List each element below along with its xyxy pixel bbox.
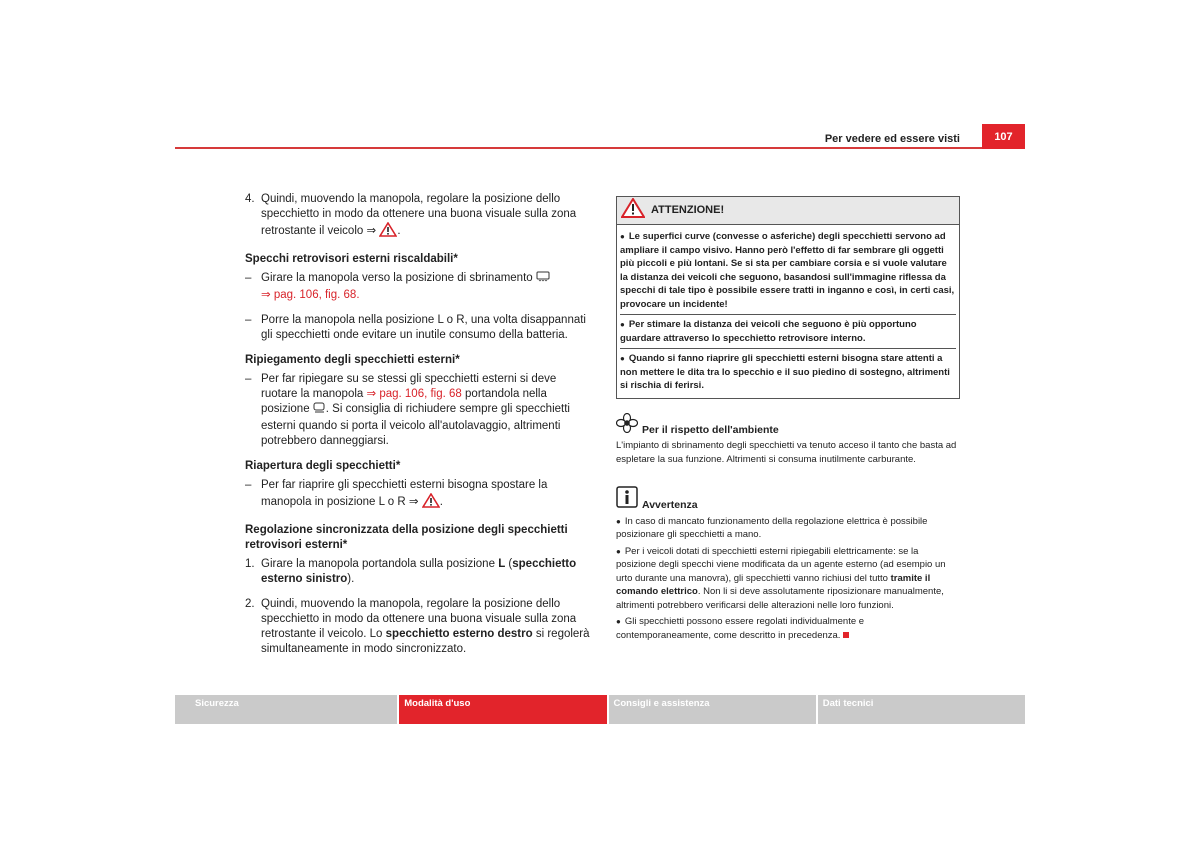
advice-item-text: In caso di mancato funzionamento della regolazione elettrica è possibile posizionare gli specchietti a mano. xyxy=(616,515,928,540)
sync-step-2-post: si regolerà simultaneamente in modo sincronizzato. xyxy=(261,628,590,655)
right-mirror-label: specchietto esterno destro xyxy=(385,628,533,640)
step-4 xyxy=(245,192,590,242)
footer-nav xyxy=(175,695,1025,724)
section-title: Per vedere ed essere visti xyxy=(824,133,960,145)
environment-text: L'impianto di sbrinamento degli specchietti va tenuto acceso il tanto che basta ad espletare la sua funzione. Altrimenti si consuma inutilmente carburante. xyxy=(616,440,957,465)
end-marker xyxy=(843,632,849,638)
warning-title: ATTENZIONE! xyxy=(651,203,725,216)
warning-icon xyxy=(422,493,440,513)
fold-item-post: . Si consiglia di richiudere sempre gli specchietti esterni quando si porta il veicolo all'autolavaggio, altrimenti potrebbero danneggiarsi. xyxy=(261,403,570,447)
advice-item-text: Gli specchietti possono essere regolati individualmente e contemporaneamente, come descritto in precedenza. xyxy=(616,616,865,641)
sync-step-1: 1. Girare la manopola portandola sulla posizione L (specchietto esterno sinistro). xyxy=(245,558,577,585)
warning-item: ● Per stimare la distanza dei veicoli che seguono è più opportuno guardare attraverso lo specchietto retrovisore interno. xyxy=(620,315,956,349)
tab-modalita-uso[interactable]: Modalità d'uso xyxy=(399,695,606,724)
step-number: 4. xyxy=(245,193,255,205)
warning-item-text: Quando si fanno riaprire gli specchietti esterni bisogna stare attenti a non mettere le dita tra lo specchio e il suo piedino di sostegno, altrimenti si rischia di ferirsi. xyxy=(620,353,950,391)
open-item-text: Per far riaprire gli specchietti esterni bisogna spostare la manopola in posizione L o R ⇒ xyxy=(261,479,548,508)
left-mirror-label: specchietto esterno sinistro xyxy=(261,558,577,585)
flower-icon xyxy=(616,413,638,438)
sync-step-2-pre: Quindi, muovendo la manopola, regolare la posizione dello specchietto in modo da ottenere una buona visuale sulla zona retrostante il veicolo. Lo xyxy=(261,598,577,640)
warning-icon xyxy=(379,222,397,242)
defrost-icon xyxy=(536,271,550,288)
fold-mirror-icon xyxy=(313,402,326,419)
advice-item: ● Per i veicoli dotati di specchietti esterni ripiegabili elettricamente: se la posizione degli specchi viene modificata da un agente esterno (ad esempio un urto durante una manovra), gli specchietti vanno richiusi del tutto tramite il comando elettrico. Non li si deve assolutamente riposizionare manualmente, altrimenti potrebbero verificarsi delle alterazioni nelle loro funzioni. xyxy=(616,545,946,611)
advice-title: Avvertenza xyxy=(642,499,698,511)
warning-icon xyxy=(621,198,645,223)
step-text: Quindi, muovendo la manopola, regolare la posizione dello specchietto in modo da ottenere una buona visuale sulla zona retrostante il veicolo ⇒ xyxy=(261,193,577,237)
warning-item-text: Le superfici curve (convesse o asferiche) degli specchietti servono ad ampliare il campo visivo. Hanno però l'effetto di far sembrare gli oggetti più piccoli e più lontani. Se si sta per cambiare corsia e si vuole valutare la distanza dei veicoli che seguono, basandosi sull'immagine riflessa da specchi di tale tipo è possibile essere tratti in inganno e così, in certi casi, provocare un incidente! xyxy=(620,231,955,310)
heated-item-2 xyxy=(245,313,590,343)
heated-item-1 xyxy=(245,271,590,303)
header-rule xyxy=(175,147,1025,149)
step-number: 2. xyxy=(245,598,255,610)
open-heading: Riapertura degli specchietti* xyxy=(245,460,401,472)
dash: – xyxy=(245,314,252,326)
advice-item-text: . Non li si deve assolutamente riposizionare manualmente, altrimenti potrebbero verificarsi delle alterazioni nelle loro funzioni. xyxy=(616,586,944,611)
dash: – xyxy=(245,479,252,491)
warning-item: ● Quando si fanno riaprire gli specchietti esterni bisogna stare attenti a non mettere le dita tra lo specchio e il suo piedino di sostegno, altrimenti si rischia di ferirsi. xyxy=(620,353,950,391)
warning-header xyxy=(617,197,959,225)
sync-heading: Regolazione sincronizzata della posizione degli specchietti retrovisori esterni* xyxy=(245,524,568,551)
tab-sicurezza[interactable]: Sicurezza xyxy=(175,695,397,724)
environment-title: Per il rispetto dell'ambiente xyxy=(642,423,779,436)
heated-item-2-text: Porre la manopola nella posizione L o R, una volta disappannati gli specchietti onde evitare un inutile consumo della batteria. xyxy=(261,314,586,341)
advice-item-text: Per i veicoli dotati di specchietti esterni ripiegabili elettricamente: se la posizione degli specchi viene modificata da un agente esterno (ad esempio un urto durante una manovra), gli specchietti vanno richiusi del tutto xyxy=(616,545,946,584)
tab-consigli-assistenza[interactable]: Consigli e assistenza xyxy=(609,695,816,724)
fold-item-pre: Per far ripiegare su se stessi gli specchietti esterni si deve ruotare la manopola xyxy=(261,373,557,400)
dash: – xyxy=(245,373,252,385)
tab-dati-tecnici[interactable]: Dati tecnici xyxy=(818,695,1025,724)
page-reference-link[interactable]: ⇒ pag. 106, fig. 68 xyxy=(366,388,462,400)
period: . xyxy=(439,496,443,508)
warning-body xyxy=(617,225,959,398)
period: . xyxy=(397,225,401,237)
warning-item-text: Per stimare la distanza dei veicoli che seguono è più opportuno guardare attraverso lo specchietto retrovisore interno. xyxy=(620,319,917,344)
info-icon xyxy=(616,486,638,513)
open-item xyxy=(245,478,590,513)
page-number: 107 xyxy=(982,124,1025,149)
advice-bold-text: tramite il comando elettrico xyxy=(616,572,931,597)
advice-item: ● In caso di mancato funzionamento della regolazione elettrica è possibile posizionare gli specchietti a mano. xyxy=(616,515,928,540)
fold-heading: Ripiegamento degli specchietti esterni* xyxy=(245,354,460,366)
fold-item xyxy=(245,372,590,449)
step-number: 1. xyxy=(245,558,255,570)
heated-heading: Specchi retrovisori esterni riscaldabili* xyxy=(245,253,458,265)
sync-step-1-pre: Girare la manopola portandola sulla posizione xyxy=(261,558,495,570)
left-column xyxy=(245,192,590,667)
environment-header xyxy=(616,413,960,438)
advice-item: ● Gli specchietti possono essere regolati individualmente e contemporaneamente, come descritto in precedenza. xyxy=(616,616,865,641)
page-reference-link[interactable]: ⇒ pag. 106, fig. 68. xyxy=(261,289,360,301)
heated-item-1-text: Girare la manopola verso la posizione di sbrinamento xyxy=(261,272,533,284)
warning-item: ● Le superfici curve (convesse o asferiche) degli specchietti servono ad ampliare il campo visivo. Hanno però l'effetto di far sembrare gli oggetti più piccoli e più lontani. Se si sta per cambiare corsia e si vuole valutare la distanza dei veicoli che seguono, basandosi sull'immagine riflessa da specchi di tale tipo è possibile essere tratti in inganno e così, in certi casi, provocare un incidente! xyxy=(620,227,956,315)
advice-header xyxy=(616,486,960,513)
fold-item-mid: portandola nella posizione xyxy=(261,388,547,415)
sync-step-2 xyxy=(245,597,590,657)
right-column xyxy=(616,196,960,645)
warning-box xyxy=(616,196,960,399)
position-l: L xyxy=(498,558,506,570)
dash: – xyxy=(245,272,252,284)
